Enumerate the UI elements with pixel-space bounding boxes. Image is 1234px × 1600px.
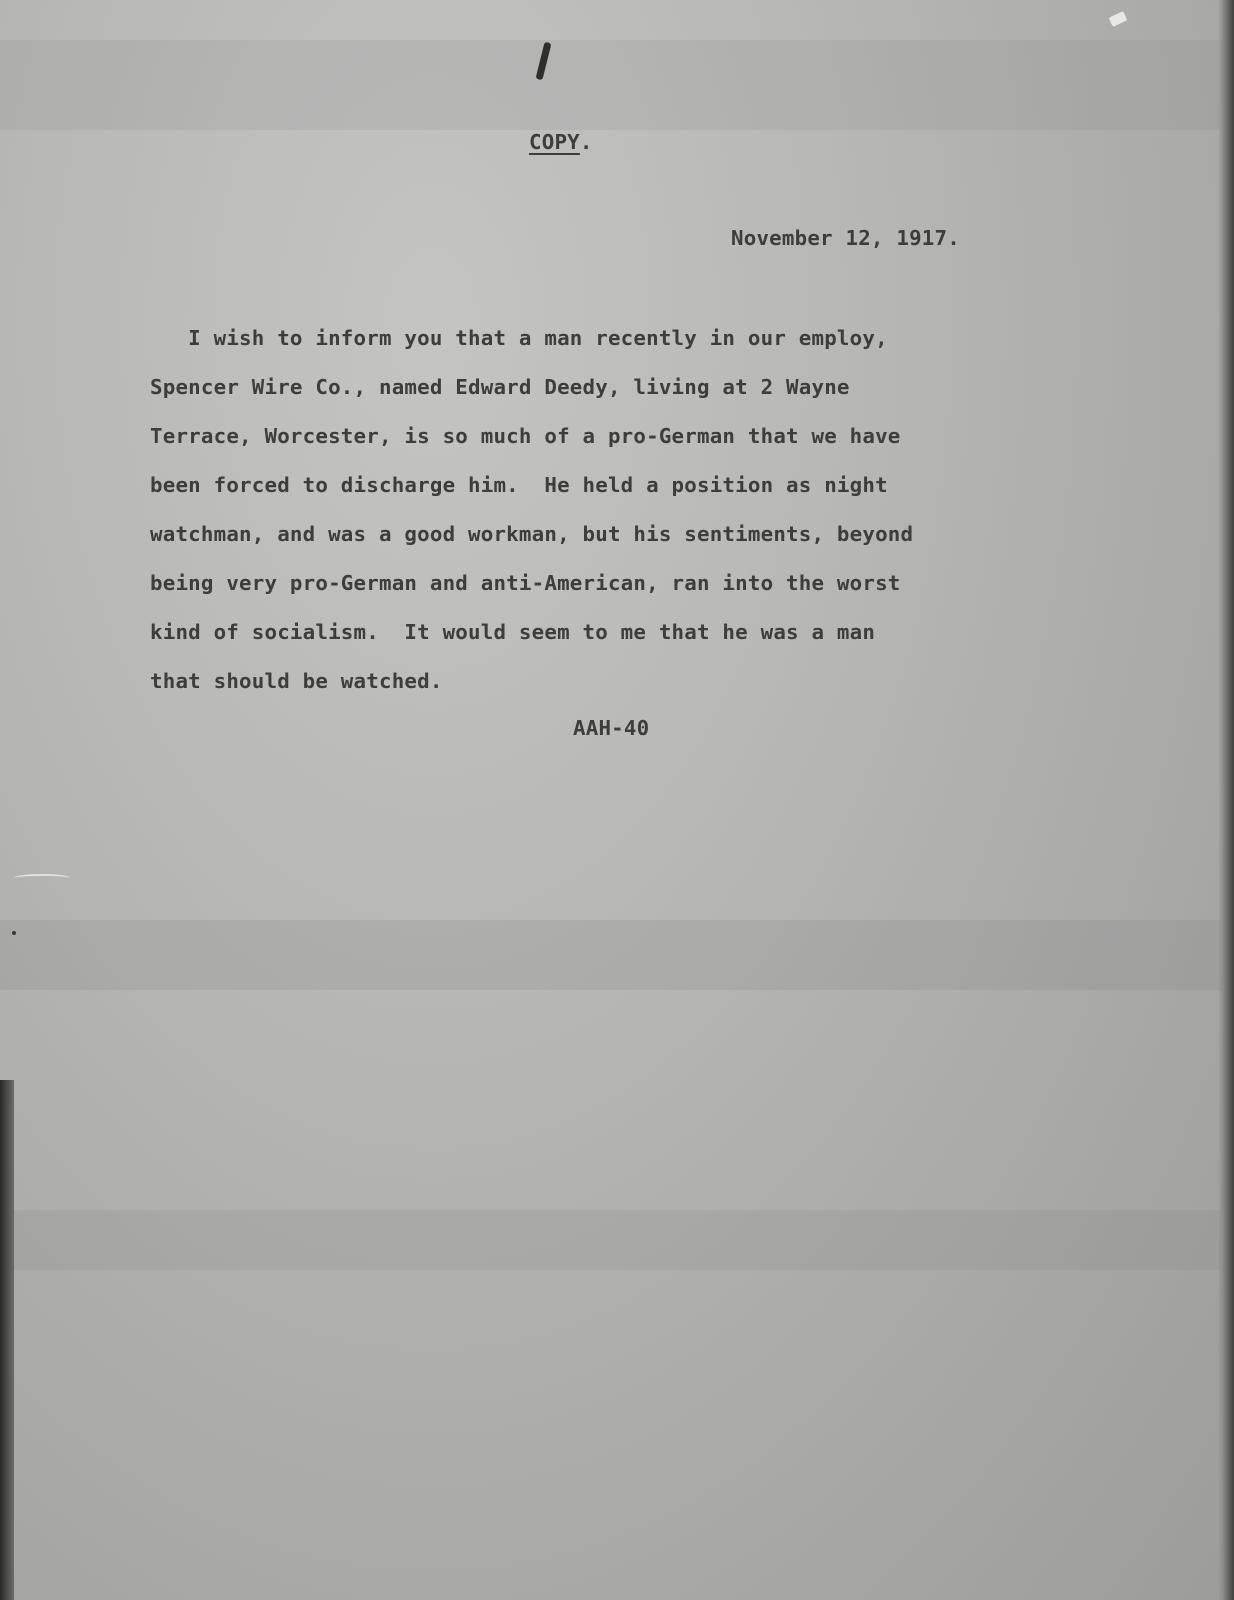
scan-shading	[0, 920, 1234, 990]
body-line: been forced to discharge him. He held a position as night	[150, 473, 888, 497]
scan-shading	[0, 40, 1234, 130]
body-line: watchman, and was a good workman, but his sentiments, beyond	[150, 522, 914, 546]
body-line: I wish to inform you that a man recently in our employ,	[150, 326, 888, 350]
heading-period: .	[579, 130, 593, 154]
corner-tear-mark	[1109, 11, 1128, 27]
letter-body	[150, 314, 1050, 706]
body-line: that should be watched.	[150, 669, 443, 693]
scan-edge-left	[0, 1080, 14, 1600]
reference-code: AAH-40	[573, 716, 650, 740]
scan-shading	[0, 1210, 1234, 1270]
heading-copy-label: COPY	[529, 130, 580, 154]
letter-date: November 12, 1917.	[731, 226, 960, 250]
body-line: Spencer Wire Co., named Edward Deedy, living at 2 Wayne	[150, 375, 850, 399]
fold-mark	[14, 874, 70, 882]
ink-dot	[12, 931, 16, 935]
body-line: being very pro-German and anti-American, ran into the worst	[150, 571, 901, 595]
body-line: kind of socialism. It would seem to me that he was a man	[150, 620, 876, 644]
body-line: Terrace, Worcester, is so much of a pro-German that we have	[150, 424, 901, 448]
document-heading	[529, 130, 593, 154]
scan-edge-right	[1218, 0, 1234, 1600]
